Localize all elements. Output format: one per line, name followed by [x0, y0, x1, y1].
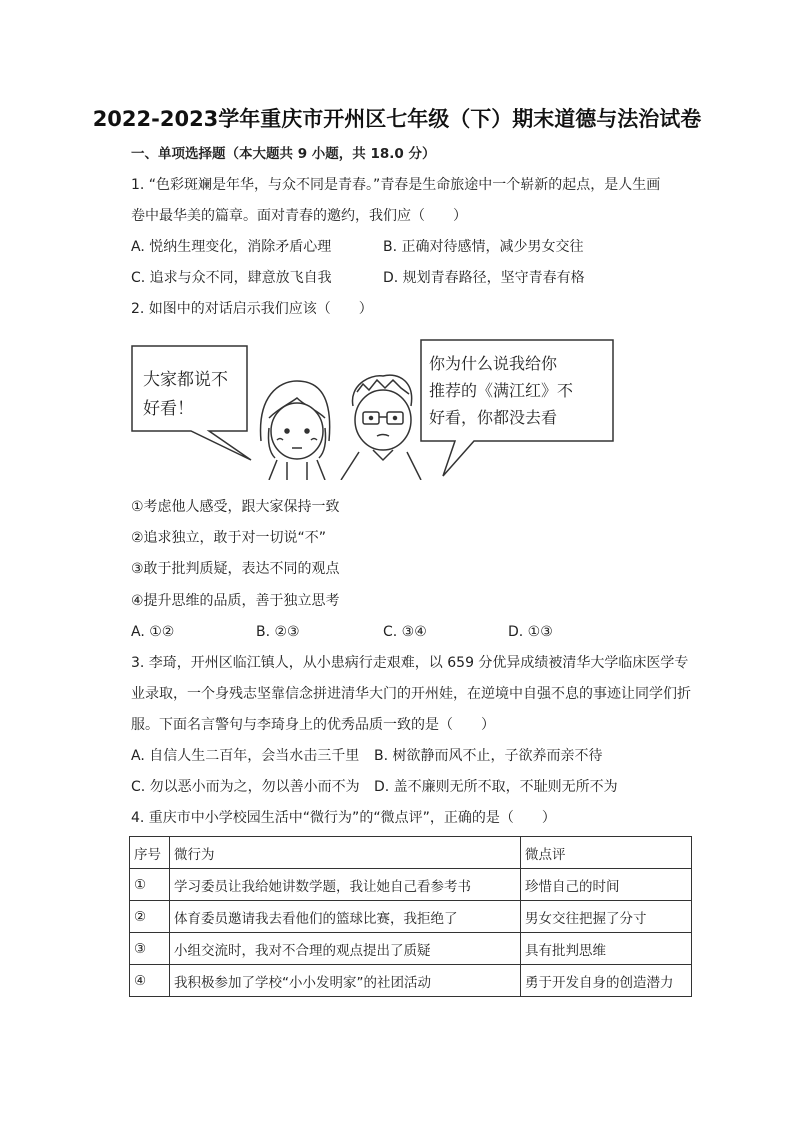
right-bubble-line2: 推荐的《满江红》不 [429, 381, 574, 400]
q2-option-c: C. ③④ [383, 624, 427, 640]
table-cell: 勇于开发自身的创造潜力 [521, 965, 692, 997]
table-cell: 男女交往把握了分寸 [521, 901, 692, 933]
table-header-cell: 微点评 [521, 837, 692, 869]
table-cell: 珍惜自己的时间 [521, 869, 692, 901]
q1-option-d: D. 规划青春路径，坚守青春有格 [383, 270, 585, 286]
q3-stem-line3: 服。下面名言警句与李琦身上的优秀品质一致的是（ ） [131, 717, 495, 733]
q3-option-a: A. 自信人生二百年，会当水击三千里 [131, 748, 360, 764]
q3-option-c: C. 勿以恶小而为之，勿以善小而不为 [131, 779, 360, 795]
q1-stem-line2: 卷中最华美的篇章。面对青春的邀约，我们应（ ） [131, 208, 467, 224]
q3-option-b: B. 树欲静而风不止，子欲养而亲不待 [374, 748, 603, 764]
q2-stem: 2. 如图中的对话启示我们应该（ ） [131, 301, 373, 317]
table-row [130, 901, 692, 933]
q3-stem-line2: 业录取，一个身残志坚靠信念拼进清华大门的开州娃，在逆境中自强不息的事迹让同学们折 [131, 686, 691, 702]
table-cell: 具有批判思维 [521, 933, 692, 965]
q1-option-c: C. 追求与众不同，肆意放飞自我 [131, 270, 332, 286]
table-header-cell: 微行为 [170, 837, 521, 869]
section-heading: 一、单项选择题（本大题共 9 小题，共 18.0 分） [131, 146, 436, 162]
girl-figure [261, 381, 330, 480]
q2-option-a: A. ①② [131, 624, 175, 640]
table-row [130, 933, 692, 965]
q2-option-b: B. ②③ [256, 624, 300, 640]
left-bubble-line1: 大家都说不 [143, 370, 228, 390]
q1-option-a: A. 悦纳生理变化，消除矛盾心理 [131, 239, 332, 255]
right-speech-bubble [421, 340, 613, 476]
q2-item-3: ③敢于批判质疑，表达不同的观点 [131, 561, 340, 577]
q3-stem-line1: 3. 李琦，开州区临江镇人，从小患病行走艰难，以 659 分优异成绩被清华大学临床医学专 [131, 655, 689, 671]
q4-stem: 4. 重庆市中小学校园生活中“微行为”的“微点评”，正确的是（ ） [131, 810, 556, 826]
table-cell: 小组交流时，我对不合理的观点提出了质疑 [170, 933, 521, 965]
table-row [130, 965, 692, 997]
q3-option-d: D. 盖不廉则无所不取，不耻则无所不为 [374, 779, 618, 795]
right-bubble-line3: 好看，你都没去看 [429, 408, 558, 427]
q2-option-d: D. ①③ [508, 624, 553, 640]
left-speech-bubble [132, 346, 251, 460]
page-title: 2022-2023学年重庆市开州区七年级（下）期末道德与法治试卷 [92, 107, 702, 131]
table-header-cell: 序号 [130, 837, 170, 869]
left-bubble-line2: 好看！ [143, 399, 194, 419]
table-row [130, 869, 692, 901]
table-header-row [130, 837, 692, 869]
q2-item-4: ④提升思维的品质，善于独立思考 [131, 593, 340, 609]
q4-table [129, 836, 692, 997]
boy-figure [341, 375, 421, 480]
table-cell: 体育委员邀请我去看他们的篮球比赛，我拒绝了 [170, 901, 521, 933]
q2-item-2: ②追求独立，敢于对一切说“不” [131, 530, 327, 546]
table-cell: ① [130, 869, 170, 901]
right-bubble-line1: 你为什么说我给你 [429, 354, 558, 373]
q1-option-b: B. 正确对待感情，减少男女交往 [383, 239, 584, 255]
table-cell: ④ [130, 965, 170, 997]
table-cell: 学习委员让我给她讲数学题，我让她自己看参考书 [170, 869, 521, 901]
q2-item-1: ①考虑他人感受，跟大家保持一致 [131, 499, 340, 515]
table-cell: ② [130, 901, 170, 933]
table-cell: ③ [130, 933, 170, 965]
dialogue-illustration [129, 336, 615, 480]
q1-stem-line1: 1. “色彩斑斓是年华，与众不同是青春。”青春是生命旅途中一个崭新的起点，是人生画 [131, 177, 661, 193]
table-cell: 我积极参加了学校“小小发明家”的社团活动 [170, 965, 521, 997]
